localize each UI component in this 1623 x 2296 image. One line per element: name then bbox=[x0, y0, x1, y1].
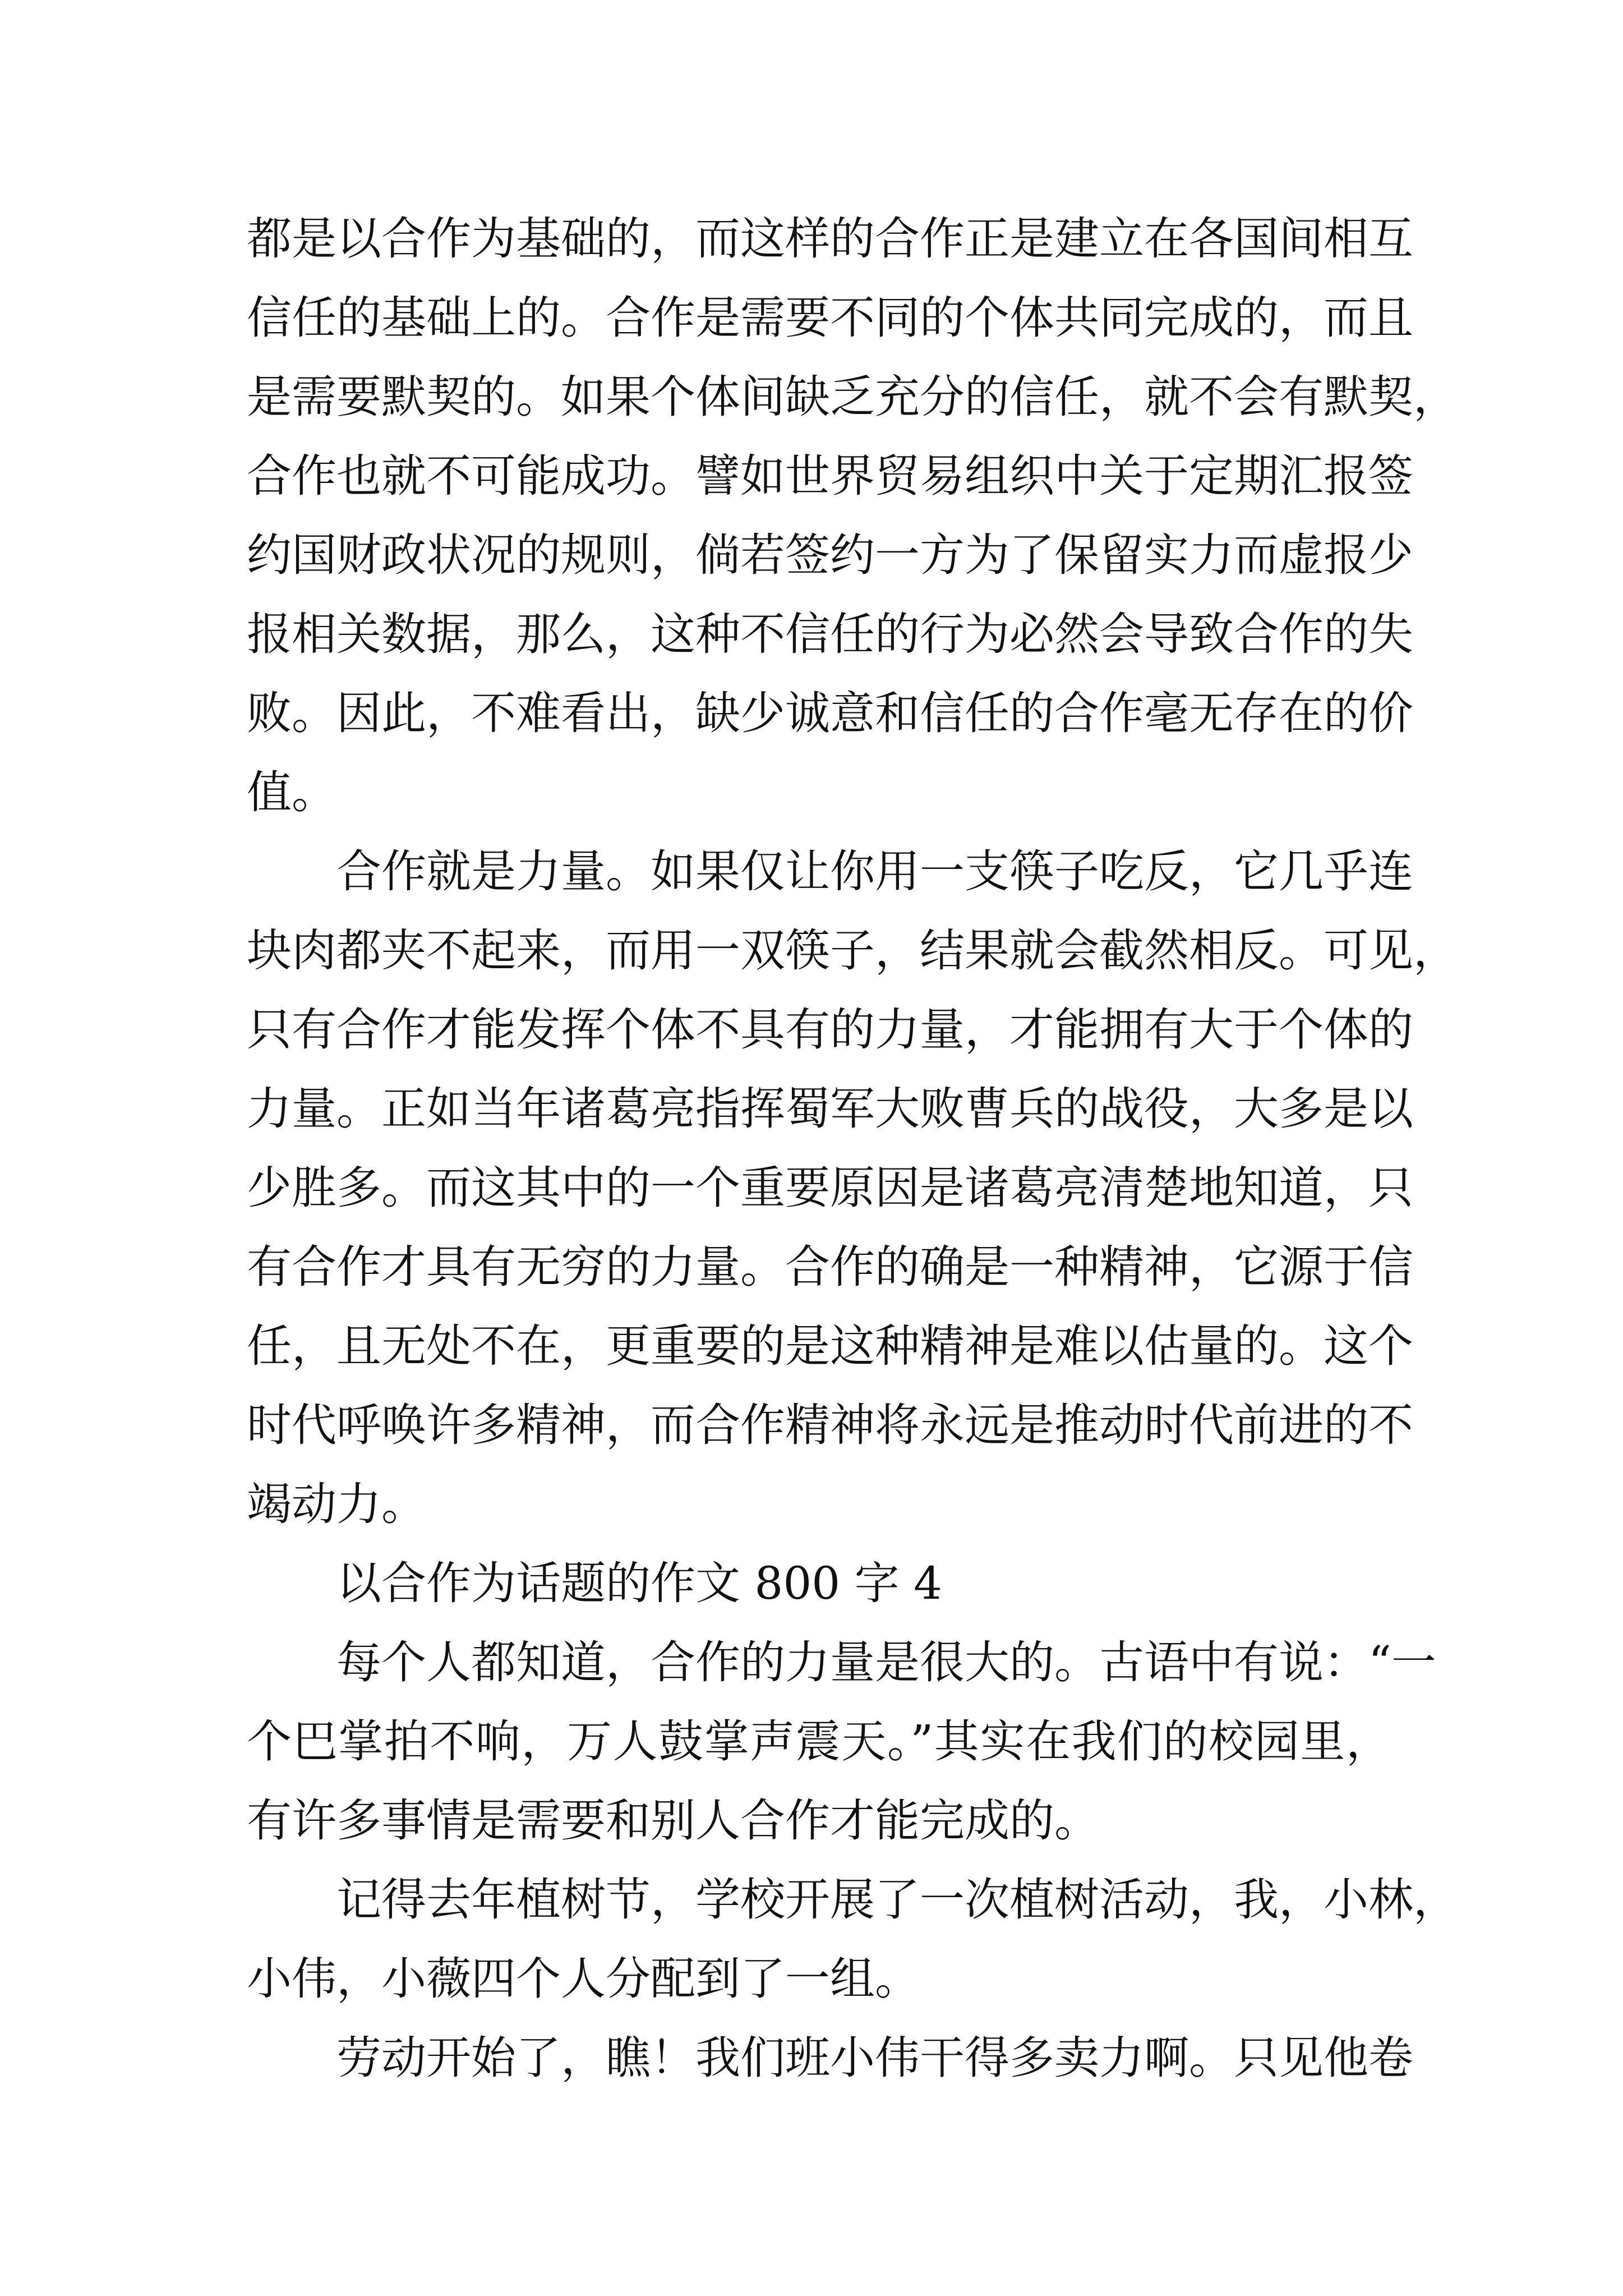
text-line: 竭动力。 bbox=[247, 1478, 426, 1530]
text-line: 时代呼唤许多精神，而合作精神将永远是推动时代前进的不 bbox=[247, 1399, 1413, 1451]
text-line: 报相关数据，那么，这种不信任的行为必然会导致合作的失 bbox=[247, 608, 1413, 660]
text-line: 是需要默契的。如果个体间缺乏充分的信任，就不会有默契， bbox=[247, 371, 1458, 423]
text-line: 个巴掌拍不响，万人鼓掌声震天。”其实在我们的校园里， bbox=[247, 1715, 1391, 1768]
text-line: 记得去年植树节，学校开展了一次植树活动，我，小林， bbox=[336, 1874, 1458, 1926]
text-line: 块肉都夹不起来，而用一双筷子，结果就会截然相反。可见， bbox=[247, 924, 1458, 977]
document-body bbox=[247, 199, 1458, 2097]
text-line: 都是以合作为基础的，而这样的合作正是建立在各国间相互 bbox=[247, 213, 1413, 265]
text-line: 小伟，小薇四个人分配到了一组。 bbox=[247, 1953, 920, 2005]
text-line: 约国财政状况的规则，倘若签约一方为了保留实力而虚报少 bbox=[247, 529, 1413, 581]
section-heading: 以合作为话题的作文 800 字 4 bbox=[336, 1557, 942, 1609]
text-line: 合作也就不可能成功。譬如世界贸易组织中关于定期汇报签 bbox=[247, 450, 1413, 502]
text-line: 少胜多。而这其中的一个重要原因是诸葛亮清楚地知道，只 bbox=[247, 1162, 1413, 1214]
text-line: 只有合作才能发挥个体不具有的力量，才能拥有大于个体的 bbox=[247, 1004, 1413, 1056]
text-line: 有许多事情是需要和别人合作才能完成的。 bbox=[247, 1795, 1099, 1847]
text-line: 败。因此，不难看出，缺少诚意和信任的合作毫无存在的价 bbox=[247, 687, 1413, 739]
text-line: 值。 bbox=[247, 766, 336, 818]
text-line: 劳动开始了，瞧！我们班小伟干得多卖力啊。只见他卷 bbox=[336, 2032, 1413, 2084]
text-line: 力量。正如当年诸葛亮指挥蜀军大败曹兵的战役，大多是以 bbox=[247, 1083, 1413, 1135]
text-line: 信任的基础上的。合作是需要不同的个体共同完成的，而且 bbox=[247, 292, 1413, 344]
text-line: 合作就是力量。如果仅让你用一支筷子吃反，它几乎连 bbox=[336, 845, 1413, 898]
text-line: 每个人都知道，合作的力量是很大的。古语中有说：“一 bbox=[336, 1636, 1436, 1688]
text-line: 任，且无处不在，更重要的是这种精神是难以估量的。这个 bbox=[247, 1320, 1413, 1372]
text-line: 有合作才具有无穷的力量。合作的确是一种精神，它源于信 bbox=[247, 1241, 1413, 1293]
